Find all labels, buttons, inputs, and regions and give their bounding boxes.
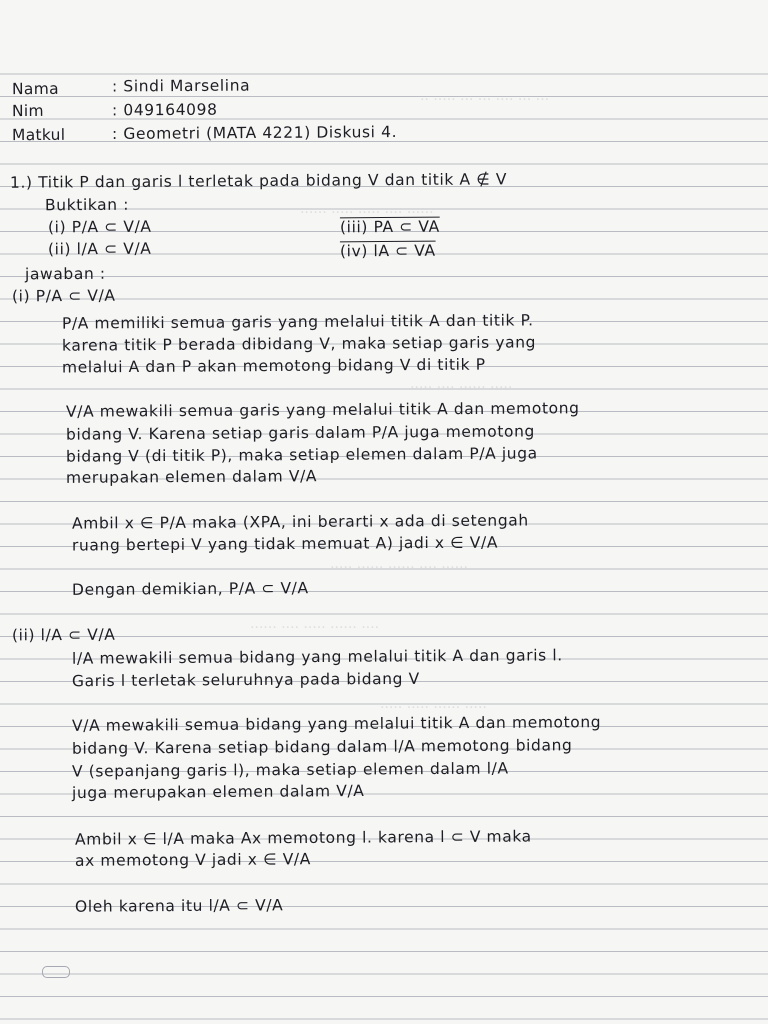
part1-line-2: karena titik P berada dibidang V, maka setiap garis yang [61, 333, 537, 355]
part2-line-6: juga merupakan elemen dalam V/A [71, 781, 365, 803]
bleed-through-decoration: ····· ······ ···· ····· [410, 380, 513, 396]
part1-line-10: Dengan demikian, P/A ⊂ V/A [71, 579, 309, 599]
part2-title: (ii) l/A ⊂ V/A [11, 625, 116, 645]
part2-line-5: V (sepanjang garis l), maka setiap elemen dalam l/A [71, 759, 509, 781]
part1-line-6: bidang V (di titik P), maka setiap elemen dalam P/A juga [65, 444, 538, 466]
matkul-label: Matkul [11, 125, 66, 145]
nim-label: Nim [11, 101, 44, 121]
nama-value: : Sindi Marselina [111, 76, 251, 96]
part1-line-8: Ambil x ∈ P/A maka (XPA, ini berarti x ada di setengah [71, 511, 529, 533]
problem-statement: 1.) Titik P dan garis l terletak pada bidang V dan titik A ∉ V [9, 170, 508, 192]
nim-value: : 049164098 [111, 100, 218, 120]
bleed-through-decoration: ······ ···· ······ ······ ····· [330, 560, 468, 576]
bleed-through-decoration: ··· ··· ···· ··· ··· ····· ·· [420, 92, 550, 108]
bleed-through-decoration: ······ ···· ····· ····· ······ [300, 205, 434, 221]
part1-line-4: V/A mewakili semua garis yang melalui titik A dan memotong [65, 399, 580, 421]
problem-item-i: (i) P/A ⊂ V/A [47, 217, 152, 237]
part1-line-5: bidang V. Karena setiap garis dalam P/A juga memotong [65, 422, 535, 444]
buktikan-label: Buktikan : [44, 195, 130, 215]
part2-line-1: l/A mewakili semua bidang yang melalui titik A dan garis l. [71, 646, 563, 668]
part1-line-3: melalui A dan P akan memotong bidang V di titik P [61, 355, 486, 377]
part1-line-7: merupakan elemen dalam V/A [65, 467, 318, 487]
page-marker-stamp [42, 966, 70, 978]
part2-line-9: Oleh karena itu l/A ⊂ V/A [74, 896, 284, 916]
part2-line-7: Ambil x ∈ l/A maka Ax memotong l. karena l ⊂ V maka [74, 827, 532, 849]
bleed-through-decoration: ···· ······ ····· ···· ······ [250, 620, 380, 636]
bleed-through-decoration: ····· ······ ····· ····· [380, 700, 487, 716]
problem-item-iii: (iii) PA ⊂ VA [339, 217, 440, 237]
problem-item-iv: (iv) lA ⊂ VA [339, 241, 436, 261]
part1-line-1: P/A memiliki semua garis yang melalui titik A dan titik P. [61, 311, 534, 333]
part2-line-2: Garis l terletak seluruhnya pada bidang V [71, 669, 420, 691]
part2-line-8: ax memotong V jadi x ∈ V/A [74, 850, 311, 870]
part1-title: (i) P/A ⊂ V/A [11, 286, 116, 306]
part2-line-3: V/A mewakili semua bidang yang melalui titik A dan memotong [71, 713, 602, 735]
nama-label: Nama [11, 79, 59, 99]
matkul-value: : Geometri (MATA 4221) Diskusi 4. [111, 123, 398, 143]
answer-heading: jawaban : [24, 264, 106, 284]
part2-line-4: bidang V. Karena setiap bidang dalam l/A memotong bidang [71, 736, 573, 758]
part1-line-9: ruang bertepi V yang tidak memuat A) jadi x ∈ V/A [71, 533, 499, 555]
problem-item-ii: (ii) l/A ⊂ V/A [47, 239, 152, 259]
